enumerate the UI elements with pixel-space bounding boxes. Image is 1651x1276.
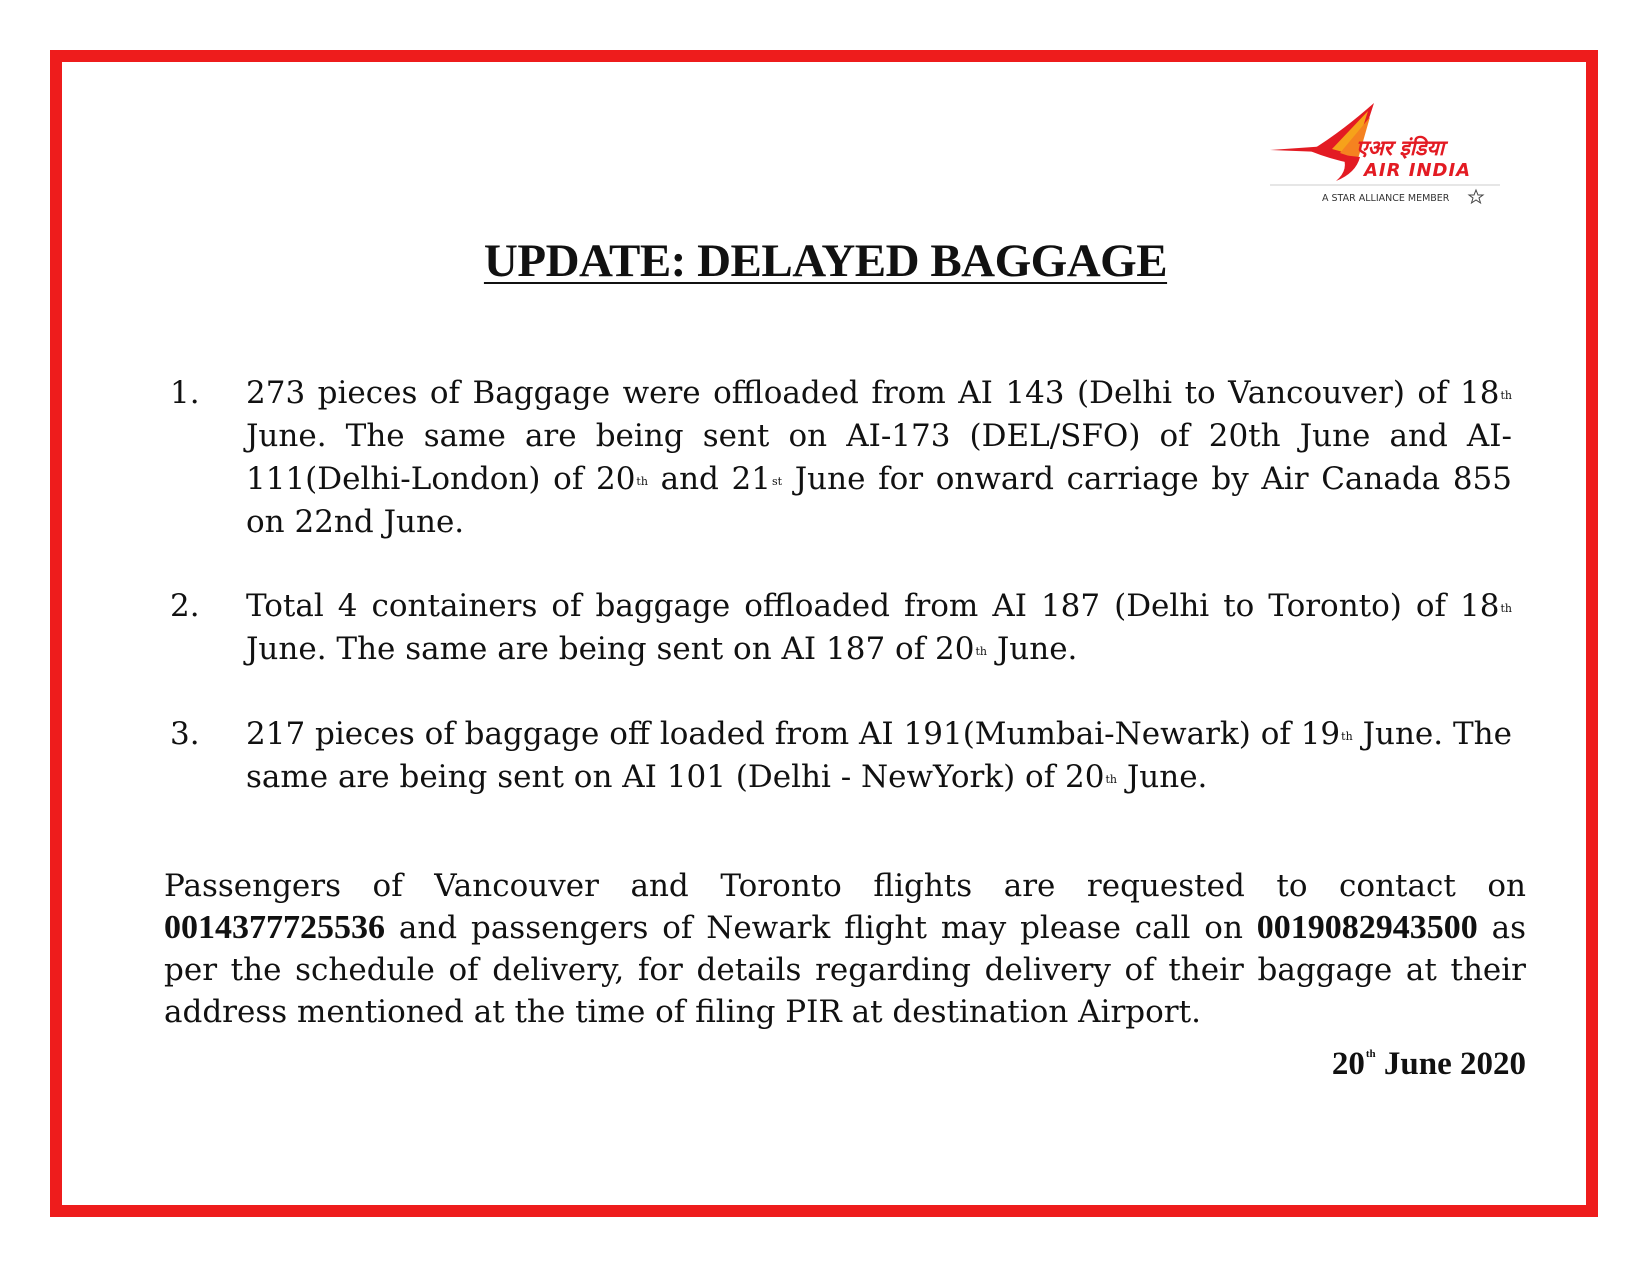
star-alliance-icon — [1469, 190, 1483, 203]
list-item-number: 3. — [170, 716, 200, 752]
contact-paragraph: Passengers of Vancouver and Toronto flights are requested to contact on 0014377725536 and passengers of Newark flight may please call on 0019082943500 as per the schedule of delivery, for details regarding delivery of their baggage at their address mentioned at the time of filing PIR at destination Airport. — [164, 868, 1527, 1030]
baggage-update-list — [170, 372, 1512, 840]
list-item — [170, 713, 1512, 799]
list-item-number: 1. — [170, 375, 200, 411]
list-item — [170, 585, 1512, 671]
brand-tagline: A STAR ALLIANCE MEMBER — [1322, 193, 1450, 204]
list-item-text: Total 4 containers of baggage offloaded from AI 187 (Delhi to Toronto) of 18th June. The same are being sent on AI 187 of 20th June. — [246, 588, 1512, 667]
brand-name: AIR INDIA — [1364, 160, 1472, 181]
list-item — [170, 372, 1512, 544]
notice-title: UPDATE: DELAYED BAGGAGE — [483, 235, 1168, 287]
list-item-text: 273 pieces of Baggage were offloaded from AI 143 (Delhi to Vancouver) of 18th June. The same are being sent on AI-173 (DEL/SFO) of 20th June and AI-111(Delhi-London) of 20th and 21st June for onward carriage by Air Canada 855 on 22nd June. — [246, 375, 1512, 540]
brand-hindi-name: एअर इंडिया — [1356, 136, 1445, 160]
notice-date: 20th June 2020 — [1331, 1046, 1526, 1082]
contact-phone-newark: 0019082943500 — [1256, 909, 1478, 946]
list-item-number: 2. — [170, 588, 200, 624]
air-india-logo — [1270, 103, 1510, 218]
contact-phone-canada: 0014377725536 — [164, 909, 385, 946]
list-item-text: 217 pieces of baggage off loaded from AI 191(Mumbai-Newark) of 19th June. The same are being sent on AI 101 (Delhi - NewYork) of 20th June. — [246, 716, 1512, 795]
